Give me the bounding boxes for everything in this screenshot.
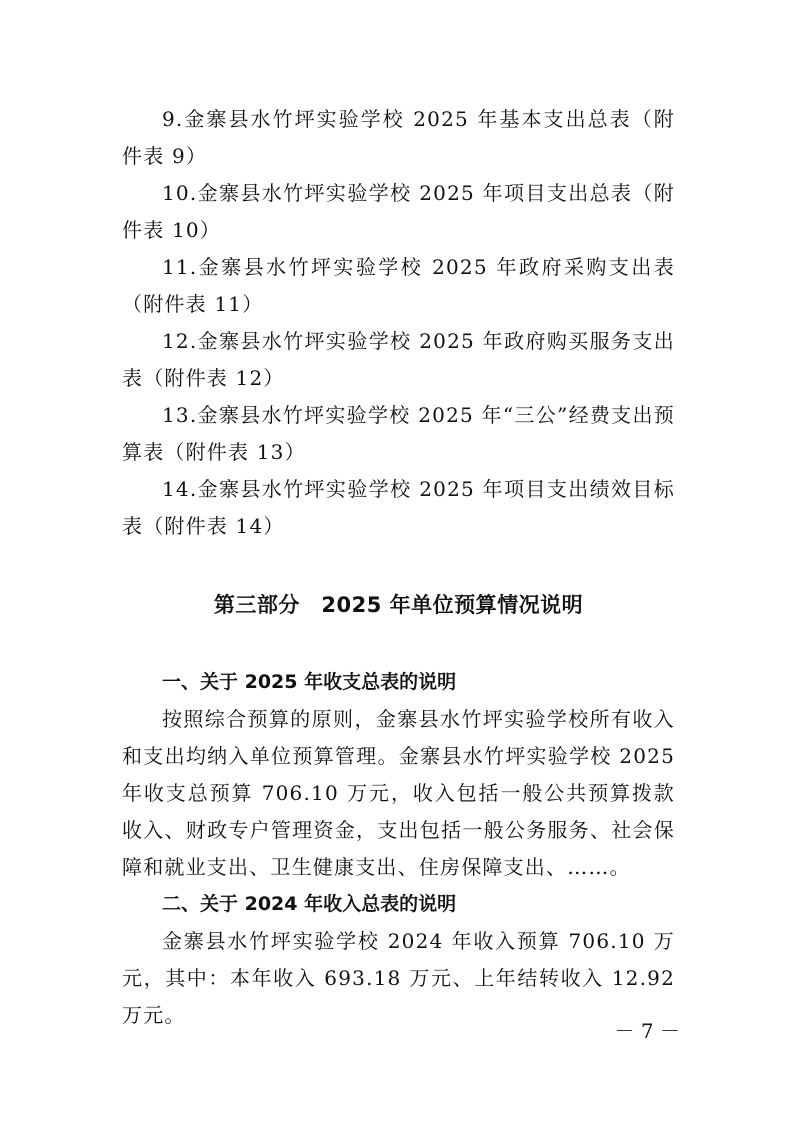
attachment-item-11: 11.金寨县水竹坪实验学校 2025 年政府采购支出表（附件表 11）	[122, 255, 675, 316]
attachment-item-14: 14.金寨县水竹坪实验学校 2025 年项目支出绩效目标表（附件表 14）	[122, 477, 675, 538]
attachment-item-13: 13.金寨县水竹坪实验学校 2025 年“三公”经费支出预算表（附件表 13）	[122, 403, 675, 464]
attachment-item-10: 10.金寨县水竹坪实验学校 2025 年项目支出总表（附件表 10）	[122, 181, 675, 242]
section-paragraph-1: 按照综合预算的原则，金寨县水竹坪实验学校所有收入和支出均纳入单位预算管理。金寨县水竹坪实验学校 2025 年收支总预算 706.10 万元，收入包括一般公共预算拨款收入、财政专户管理资金，支出包括一般公务服务、社会保障和就业支出、卫生健康支出、住房保障支出、……。	[122, 707, 675, 879]
budget-explanation	[122, 664, 675, 1034]
attachment-item-9: 9.金寨县水竹坪实验学校 2025 年基本支出总表（附件表 9）	[122, 107, 675, 168]
attachment-item-12: 12.金寨县水竹坪实验学校 2025 年政府购买服务支出表（附件表 12）	[122, 329, 675, 390]
section-paragraph-2: 金寨县水竹坪实验学校 2024 年收入预算 706.10 万元，其中：本年收入 693.18 万元、上年结转收入 12.92 万元。	[122, 929, 675, 1027]
page-number: － 7 －	[614, 1019, 680, 1043]
section-heading-2: 二、关于 2024 年收入总表的说明	[162, 893, 457, 915]
part-title: 第三部分 2025 年单位预算情况说明	[213, 593, 584, 617]
attachment-list	[122, 101, 675, 545]
section-heading-1: 一、关于 2025 年收支总表的说明	[162, 671, 457, 693]
